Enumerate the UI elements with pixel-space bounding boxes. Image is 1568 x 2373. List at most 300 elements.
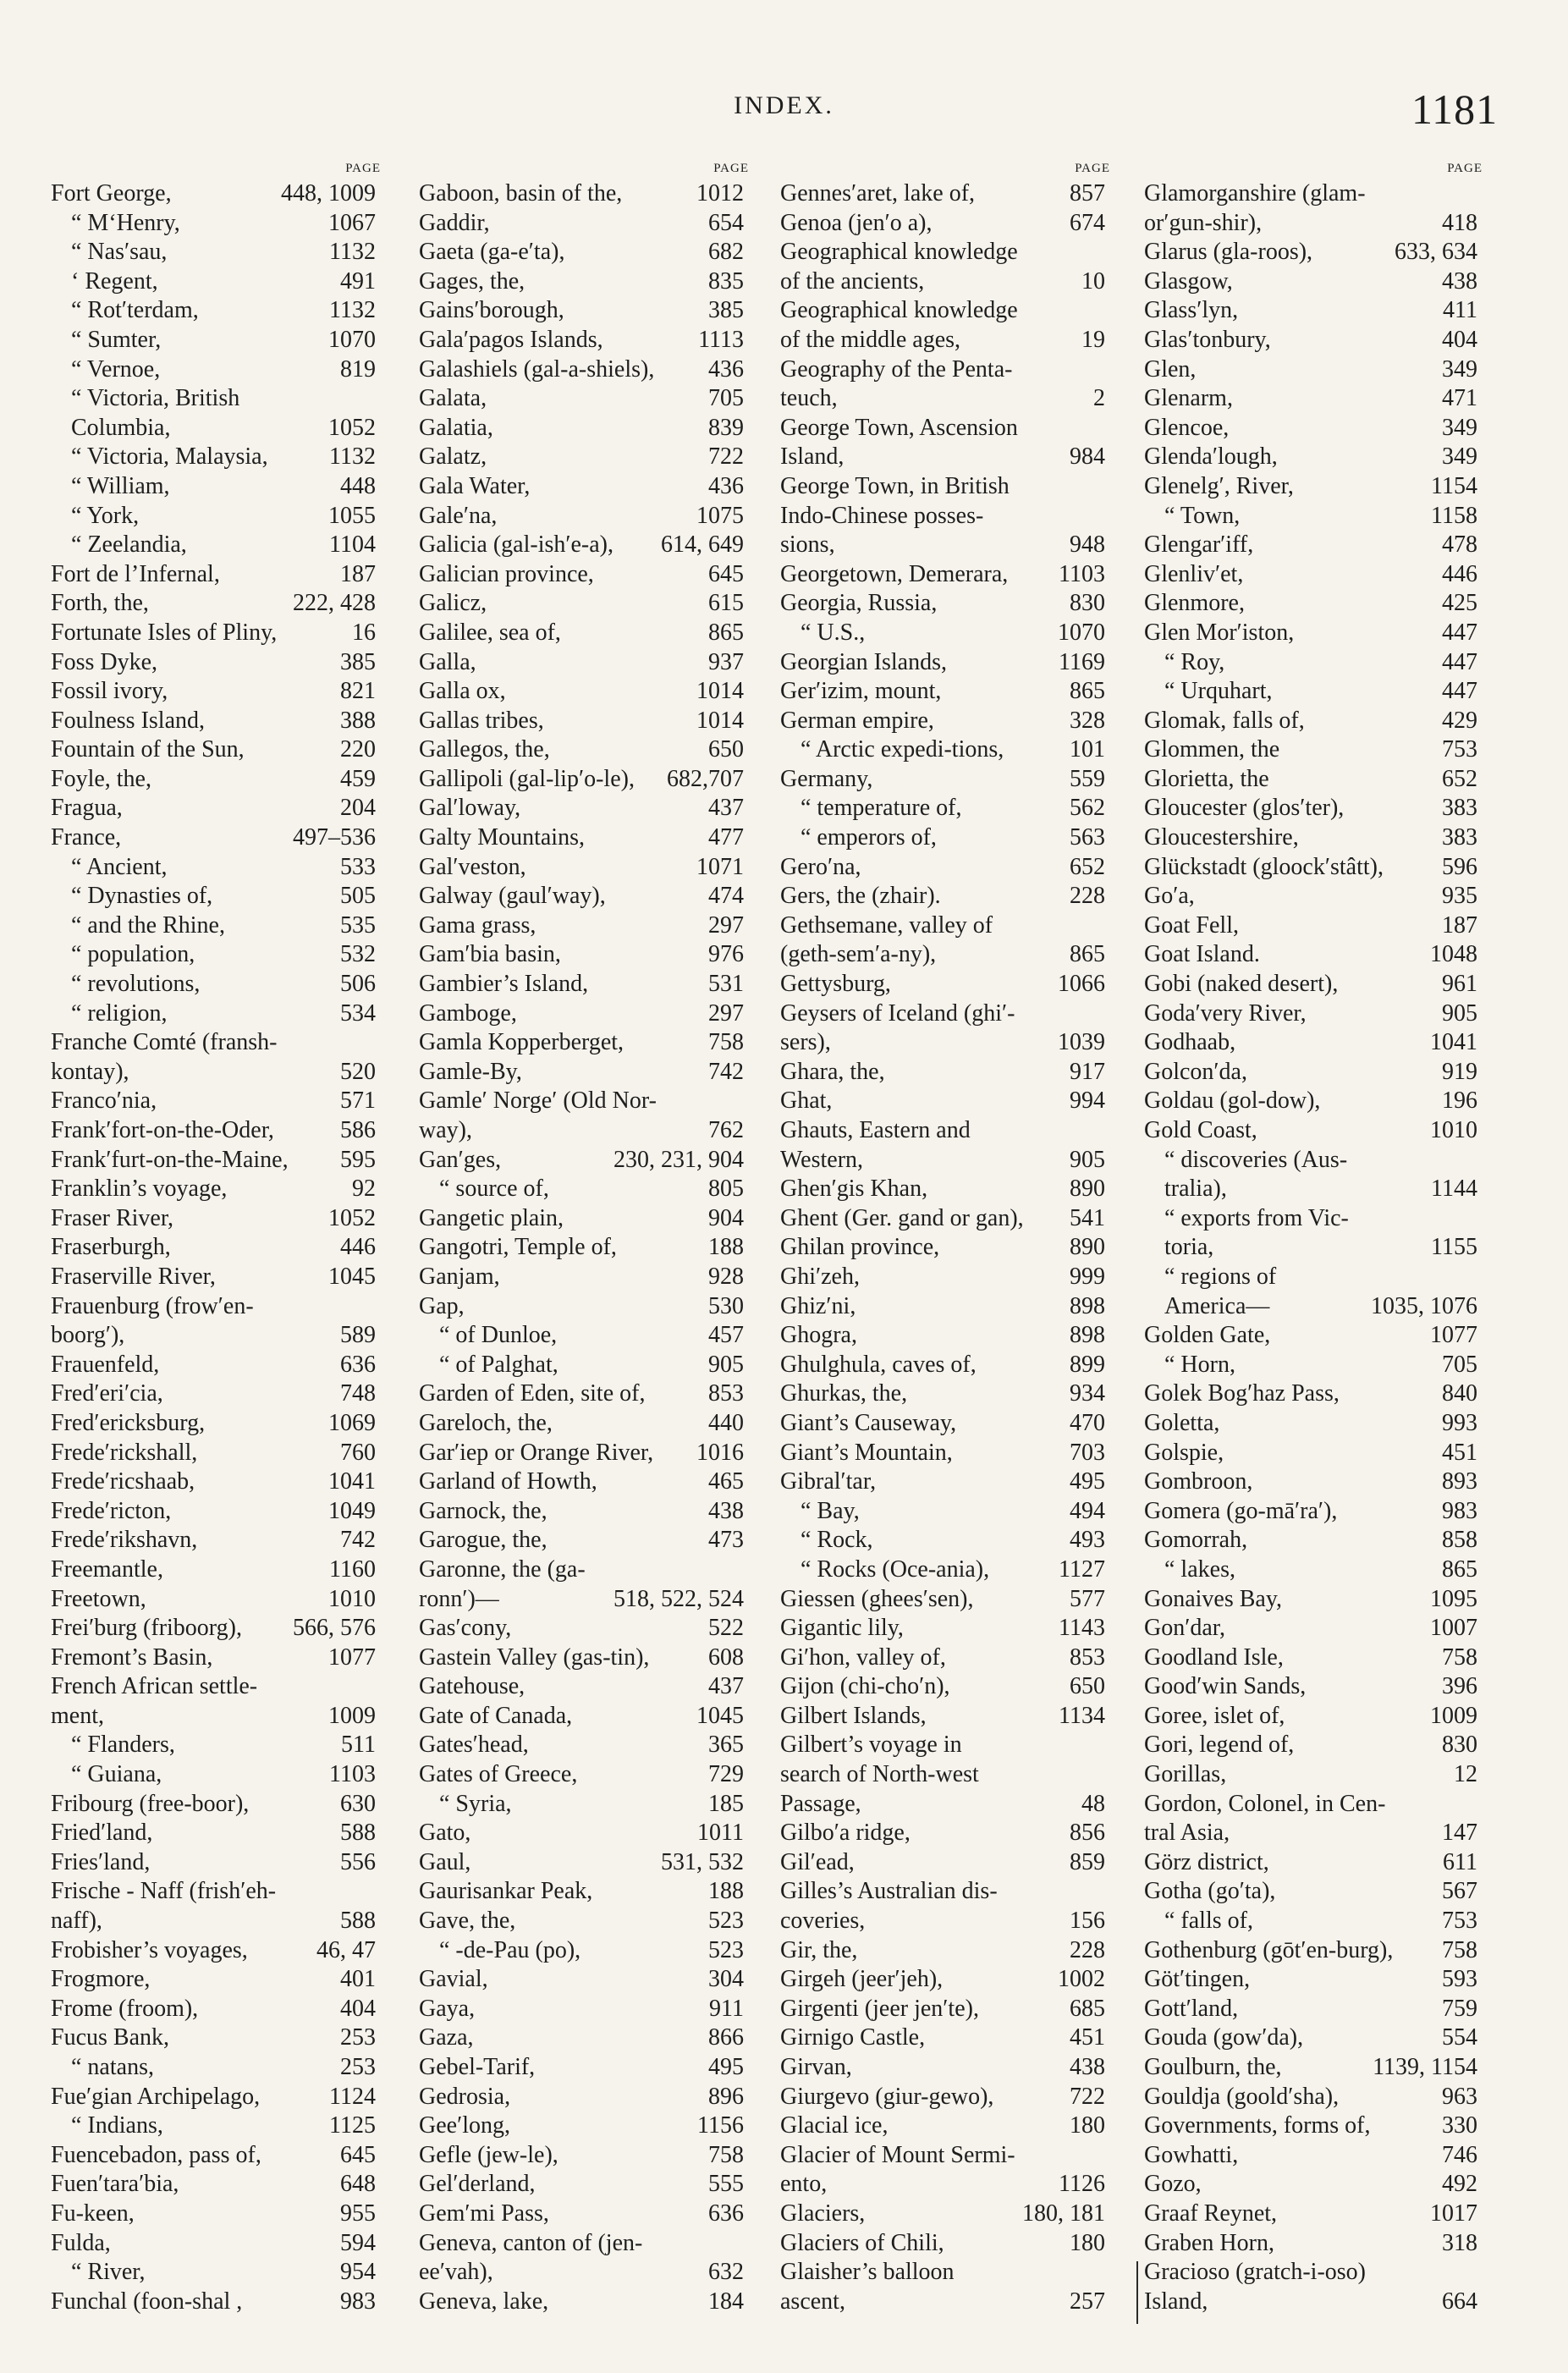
index-entry: [1144, 853, 1483, 883]
index-entry-term: Franche Comté (fransh-kontay),: [51, 1029, 278, 1085]
index-entry: [780, 1467, 1110, 1497]
index-entry: [51, 1233, 381, 1263]
index-entry: [780, 238, 1110, 296]
index-entry-pages: 46, 47: [316, 1936, 376, 1963]
index-entry: [419, 1526, 749, 1555]
index-column-3: [780, 157, 1110, 2316]
index-entry: [419, 326, 749, 355]
index-entry: [419, 1731, 749, 1760]
index-entry: [419, 472, 749, 502]
index-entry-term: Golspie,: [1144, 1439, 1224, 1466]
index-entry-term: “ Rocks (Oce-ania),: [801, 1555, 990, 1583]
index-entry-pages: 758: [708, 1029, 744, 1056]
index-entry-term: Gotha (go′ta),: [1144, 1878, 1276, 1905]
index-entry-pages: 904: [708, 1204, 744, 1231]
index-entry: [51, 677, 381, 707]
index-entry-pages: 1010: [328, 1585, 376, 1612]
index-entry: [51, 1965, 381, 1995]
index-entry: [780, 1058, 1110, 1087]
index-entry-pages: 388: [340, 707, 376, 734]
index-entry: [51, 238, 381, 267]
index-entry-pages: 682: [708, 239, 744, 266]
index-entry: [419, 1409, 749, 1439]
index-entry: [1144, 1379, 1483, 1409]
index-entry-term: Glacial ice,: [780, 2112, 889, 2139]
index-entry: [780, 1526, 1110, 1555]
index-entry: [51, 970, 381, 999]
index-entry-term: Goat Island.: [1144, 941, 1260, 968]
index-entry-pages: 401: [340, 1966, 376, 1993]
index-entry-pages: 451: [1442, 1439, 1477, 1466]
index-entry-term: Gaul,: [419, 1848, 471, 1875]
index-entry: [51, 1731, 381, 1760]
index-entry: [51, 1116, 381, 1146]
index-entry-pages: 495: [1070, 1468, 1105, 1495]
index-entry-pages: 1113: [698, 326, 744, 353]
index-entry: [780, 2200, 1110, 2229]
index-entry: [780, 853, 1110, 883]
index-entry-term: Frank′furt-on-the-Maine,: [51, 1146, 289, 1173]
index-entry: [780, 1848, 1110, 1878]
index-entry-term: Gil′ead,: [780, 1848, 855, 1875]
index-entry-pages: 865: [1070, 941, 1105, 968]
index-entry-term: Gates′head,: [419, 1732, 529, 1759]
index-entry-pages: 554: [1442, 2024, 1477, 2051]
index-entry: [780, 179, 1110, 209]
index-entry-term: Gorillas,: [1144, 1761, 1227, 1788]
index-entry: [419, 853, 749, 883]
index-entry-term: Goletta,: [1144, 1409, 1220, 1436]
index-entry: [780, 1702, 1110, 1732]
index-entry-term: Gon′dar,: [1144, 1615, 1225, 1642]
index-entry-pages: 753: [1442, 736, 1477, 763]
index-entry-term: Glass′lyn,: [1144, 297, 1239, 324]
index-entry-pages: 493: [1070, 1527, 1105, 1554]
index-entry-term: Gamboge,: [419, 999, 517, 1027]
index-entry-term: Gavial,: [419, 1966, 488, 1993]
index-entry-pages: 437: [708, 795, 744, 822]
index-entry-term: Gilbert’s voyage in search of North-west Passage,: [780, 1732, 979, 1817]
index-entry-pages: 1002: [1058, 1966, 1105, 1993]
index-entry-pages: 187: [1442, 911, 1477, 939]
index-entry: [51, 940, 381, 970]
index-entry-term: Good′win Sands,: [1144, 1673, 1307, 1700]
index-entry: [1144, 384, 1483, 414]
index-entry: [419, 940, 749, 970]
index-entry-term: Gallipoli (gal-lip′o-le),: [419, 765, 635, 792]
index-entry: [419, 1321, 749, 1351]
index-entry-pages: 905: [1070, 1146, 1105, 1173]
index-entry: [1144, 707, 1483, 736]
index-entry: [419, 2023, 749, 2053]
index-entry-term: Ghi′zeh,: [780, 1263, 860, 1290]
index-entry: [51, 735, 381, 765]
index-entry-term: Fred′ericksburg,: [51, 1409, 206, 1436]
index-entry-term: Glen Mor′iston,: [1144, 619, 1295, 646]
index-entry-pages: 911: [709, 1995, 744, 2022]
index-entry-term: Gowhatti,: [1144, 2141, 1239, 2168]
index-entry: [51, 531, 381, 560]
index-entry: [419, 355, 749, 385]
index-entry-pages: 636: [708, 2200, 744, 2227]
index-entry-pages: 611: [1443, 1848, 1477, 1875]
index-entry-pages: 758: [1442, 1936, 1477, 1963]
index-entry: [51, 1526, 381, 1555]
index-entry-pages: 983: [1442, 1497, 1477, 1524]
index-entry-pages: 890: [1070, 1175, 1105, 1203]
index-entry: [1144, 2200, 1483, 2229]
index-entry-pages: 383: [1442, 824, 1477, 851]
index-entry-term: Geographical knowledge of the middle ages,: [780, 297, 1018, 353]
index-entry: [419, 384, 749, 414]
index-entry: [51, 355, 381, 385]
index-entry: [780, 765, 1110, 795]
index-entry-term: “ exports from Vic-toria,: [1164, 1204, 1349, 1261]
index-entry-term: Franklin’s voyage,: [51, 1175, 228, 1203]
index-entry-term: Garland of Howth,: [419, 1468, 597, 1495]
index-entry: [51, 1467, 381, 1497]
index-entry-pages: 471: [1442, 385, 1477, 412]
index-entry: [51, 472, 381, 502]
index-entry-term: “ Ancient,: [71, 853, 168, 880]
index-entry: [1144, 2053, 1483, 2083]
index-entry: [780, 1995, 1110, 2024]
index-entry-pages: 448, 1009: [281, 180, 376, 206]
index-entry-pages: 830: [1070, 590, 1105, 617]
index-entry: [419, 296, 749, 326]
index-entry-pages: 228: [1070, 1936, 1105, 1963]
index-entry: [51, 2053, 381, 2083]
index-entry: [51, 1555, 381, 1585]
index-entry-pages: 830: [1442, 1732, 1477, 1759]
index-entry: [51, 2083, 381, 2112]
index-entry-pages: 451: [1070, 2024, 1105, 2051]
index-entry: [780, 999, 1110, 1058]
index-entry-pages: 228: [1070, 883, 1105, 910]
index-entry-term: “ regions of America—: [1164, 1263, 1277, 1319]
index-entry: [51, 179, 381, 209]
index-entry-pages: 531, 532: [661, 1848, 744, 1875]
index-entry: [1144, 2170, 1483, 2200]
index-entry: [1144, 1936, 1483, 1966]
index-entry-term: George Town, in British Indo-Chinese posses-sions,: [780, 472, 1010, 559]
index-entry-term: Gordon, Colonel, in Cen-tral Asia,: [1144, 1790, 1386, 1847]
index-entry: [780, 1819, 1110, 1848]
index-entry: [51, 1936, 381, 1966]
index-entry-pages: 180: [1070, 2229, 1105, 2256]
index-entry-term: Gilbo′a ridge,: [780, 1820, 911, 1847]
index-entry-term: Fu-keen,: [51, 2200, 135, 2227]
index-entry: [419, 209, 749, 239]
index-entry-pages: 1132: [329, 297, 376, 324]
index-entry-pages: 937: [708, 648, 744, 675]
index-entry-term: Gomera (go-mā′ra′),: [1144, 1497, 1338, 1524]
index-entry: [51, 2200, 381, 2229]
index-entry: [419, 1497, 749, 1527]
index-entry-pages: 905: [1442, 999, 1477, 1027]
index-entry-pages: 436: [708, 472, 744, 499]
index-entry: [51, 296, 381, 326]
index-entry-pages: 1009: [328, 1702, 376, 1729]
index-entry-term: Glen,: [1144, 355, 1197, 383]
index-entry: [1144, 1028, 1483, 1058]
index-entry-term: “ Town,: [1164, 502, 1241, 529]
index-entry: [51, 1614, 381, 1643]
index-entry-term: Gombroon,: [1144, 1468, 1253, 1495]
index-entry: [51, 707, 381, 736]
index-entry-pages: 10: [1081, 267, 1105, 295]
index-entry: [419, 414, 749, 443]
index-entry-term: Gedrosia,: [419, 2083, 511, 2110]
index-entry-term: Fried′land,: [51, 1820, 153, 1847]
index-entry-pages: 898: [1070, 1292, 1105, 1319]
index-entry-term: French African settle-ment,: [51, 1673, 258, 1729]
index-entry-term: Gi′hon, valley of,: [780, 1643, 946, 1671]
index-entry-pages: 758: [708, 2141, 744, 2168]
index-entry-term: Fuencebadon, pass of,: [51, 2141, 261, 2168]
index-entry: [419, 502, 749, 531]
index-entry-term: Gato,: [419, 1820, 471, 1847]
index-entry-term: Ghen′gis Khan,: [780, 1175, 928, 1203]
index-entry: [780, 707, 1110, 736]
index-entry-pages: 478: [1442, 531, 1477, 559]
index-entry: [1144, 1907, 1483, 1936]
index-entry-pages: 588: [340, 1908, 376, 1935]
index-entry: [419, 1877, 749, 1907]
index-entry-term: Garonne, the (ga-ronn′)—: [419, 1555, 586, 1612]
index-entry-term: Graben Horn,: [1144, 2229, 1274, 2256]
index-entry-pages: 1155: [1431, 1234, 1477, 1261]
index-entry-pages: 1156: [697, 2112, 744, 2139]
index-entry: [51, 1819, 381, 1848]
column-divider: [1136, 2261, 1138, 2324]
index-entry: [780, 1877, 1110, 1935]
index-entry-term: Germany,: [780, 765, 873, 792]
index-entry-pages: 365: [708, 1732, 744, 1759]
index-entry-term: Gar′iep or Orange River,: [419, 1439, 654, 1466]
index-entry-term: Gaboon, basin of the,: [419, 180, 623, 206]
index-entry-pages: 961: [1442, 971, 1477, 998]
index-entry-pages: 577: [1070, 1585, 1105, 1612]
index-entry: [780, 1643, 1110, 1673]
index-entry-pages: 1055: [328, 502, 376, 529]
index-entry: [419, 2053, 749, 2083]
index-entry-term: Gale′na,: [419, 502, 498, 529]
index-entry: [1144, 648, 1483, 678]
index-entry-pages: 1011: [697, 1820, 744, 1847]
index-entry-term: Gala Water,: [419, 472, 531, 499]
index-entry-term: Gatehouse,: [419, 1673, 525, 1700]
index-entry-term: Garogue, the,: [419, 1527, 547, 1554]
index-entry: [780, 209, 1110, 239]
index-entry-term: Galician province,: [419, 560, 594, 587]
index-entry-pages: 654: [708, 209, 744, 236]
index-entry: [419, 1760, 749, 1790]
index-entry-term: Ger′izim, mount,: [780, 678, 942, 705]
index-entry-pages: 853: [708, 1380, 744, 1407]
index-entry-pages: 1071: [696, 853, 744, 880]
index-entry-term: Glückstadt (gloock′stâtt),: [1144, 853, 1384, 880]
index-entry-term: Gefle (jew-le),: [419, 2141, 558, 2168]
index-entry-pages: 429: [1442, 707, 1477, 734]
index-entry: [51, 1175, 381, 1204]
index-entry-pages: 222, 428: [293, 590, 376, 617]
index-entry-pages: 614, 649: [661, 531, 744, 559]
index-entry-pages: 1124: [329, 2083, 376, 2110]
index-entry: [1144, 1497, 1483, 1527]
index-entry-pages: 196: [1442, 1087, 1477, 1115]
index-entry-pages: 1075: [696, 502, 744, 529]
index-entry-pages: 447: [1442, 619, 1477, 646]
index-entry-term: Geneva, canton of (jen-ee′vah),: [419, 2229, 643, 2286]
index-entry: [1144, 238, 1483, 267]
index-entry: [51, 1790, 381, 1820]
index-entry-pages: 349: [1442, 355, 1477, 383]
index-entry-pages: 1144: [1431, 1175, 1477, 1203]
index-entry-term: Geographical knowledge of the ancients,: [780, 239, 1018, 295]
index-entry-pages: 184: [708, 2288, 744, 2315]
index-entry-term: Glomak, falls of,: [1144, 707, 1305, 734]
index-entry-pages: 758: [1442, 1643, 1477, 1671]
index-entry: [1144, 1877, 1483, 1907]
index-entry-pages: 865: [708, 619, 744, 646]
index-entry: [419, 970, 749, 999]
index-entry-pages: 1158: [1431, 502, 1477, 529]
index-entry: [1144, 940, 1483, 970]
index-entry: [419, 999, 749, 1029]
index-entry-term: “ religion,: [71, 999, 168, 1027]
index-entry-term: Gama grass,: [419, 911, 536, 939]
index-entry-term: Frede′rickshall,: [51, 1439, 198, 1466]
index-entry-term: Glas′tonbury,: [1144, 326, 1271, 353]
index-entry-pages: 459: [340, 765, 376, 792]
index-entry-pages: 650: [1070, 1673, 1105, 1700]
index-entry-pages: 562: [1070, 795, 1105, 822]
index-entry: [1144, 502, 1483, 531]
index-entry-pages: 328: [1070, 707, 1105, 734]
index-entry-term: Gibral′tar,: [780, 1468, 877, 1495]
index-entry-term: Ghat,: [780, 1087, 833, 1115]
index-entry-pages: 821: [340, 678, 376, 705]
index-entry: [1144, 1058, 1483, 1087]
index-entry-pages: 1009: [1430, 1702, 1477, 1729]
index-entry-term: German empire,: [780, 707, 934, 734]
index-entry-pages: 1052: [328, 414, 376, 441]
index-entry-term: Geysers of Iceland (ghi′-sers),: [780, 999, 1015, 1056]
index-entry-pages: 438: [1442, 267, 1477, 295]
index-entry-pages: 630: [340, 1790, 376, 1817]
index-entry-term: “ Indians,: [71, 2112, 163, 2139]
index-entry-term: Gloucestershire,: [1144, 824, 1299, 851]
index-entry-pages: 257: [1070, 2288, 1105, 2315]
index-entry-term: Galway (gaul′way),: [419, 883, 606, 910]
index-entry-term: Gebel-Tarif,: [419, 2054, 536, 2080]
index-entry-pages: 596: [1442, 853, 1477, 880]
index-entry-term: Frei′burg (friboorg),: [51, 1615, 242, 1642]
index-entry-term: Gijon (chi-cho′n),: [780, 1673, 950, 1700]
index-entry-term: Gates of Greece,: [419, 1761, 578, 1788]
index-entry-pages: 1134: [1059, 1702, 1105, 1729]
index-entry-term: Geneva, lake,: [419, 2288, 549, 2315]
index-entry: [780, 823, 1110, 853]
index-entry-pages: 1066: [1058, 971, 1105, 998]
index-entry-term: Gaza,: [419, 2024, 474, 2051]
index-entry: [51, 2111, 381, 2141]
index-entry-pages: 1069: [328, 1409, 376, 1436]
index-entry: [780, 1116, 1110, 1175]
index-entry-pages: 440: [708, 1409, 744, 1436]
index-entry: [1144, 472, 1483, 502]
index-entry: [780, 1351, 1110, 1380]
index-entry: [51, 1760, 381, 1790]
index-entry-pages: 180, 181: [1022, 2200, 1105, 2227]
index-entry-pages: 759: [1442, 1995, 1477, 2022]
index-entry-pages: 520: [340, 1058, 376, 1085]
index-entry: [1144, 765, 1483, 795]
index-entry-pages: 436: [708, 355, 744, 383]
index-entry-term: “ Nas′sau,: [71, 239, 168, 266]
index-entry: [419, 1292, 749, 1322]
index-entry-term: Glaisher’s balloon ascent,: [780, 2259, 955, 2315]
page-column-heading: PAGE: [345, 162, 381, 175]
index-entry-term: “ River,: [71, 2259, 146, 2286]
index-entry: [1144, 2111, 1483, 2141]
index-entry-pages: 594: [340, 2229, 376, 2256]
index-entry: [780, 296, 1110, 355]
index-entry-term: “ Zeelandia,: [71, 531, 187, 559]
page-column-heading: PAGE: [1075, 162, 1110, 175]
index-entry-term: Forth, the,: [51, 590, 149, 617]
index-entry-pages: 819: [340, 355, 376, 383]
index-entry: [51, 1204, 381, 1234]
index-entry-pages: 297: [708, 999, 744, 1027]
index-entry-term: Gilbert Islands,: [780, 1702, 927, 1729]
index-entry: [780, 794, 1110, 823]
index-entry: [1144, 296, 1483, 326]
index-entry: [1144, 1585, 1483, 1615]
index-entry-pages: 1035, 1076: [1371, 1292, 1477, 1319]
index-entry: [51, 1439, 381, 1468]
index-entry: [419, 2229, 749, 2288]
index-entry-term: Girvan,: [780, 2054, 852, 2080]
index-entry-term: Gamle′ Norge′ (Old Nor-way),: [419, 1087, 657, 1143]
index-entry: [780, 1292, 1110, 1322]
index-entry-pages: 1095: [1430, 1585, 1477, 1612]
index-entry: [1144, 531, 1483, 560]
index-entry-term: “ temperature of,: [801, 795, 962, 822]
index-entry: [419, 1702, 749, 1732]
index-entry-term: Ghogra,: [780, 1322, 857, 1349]
index-entry: [780, 2023, 1110, 2053]
index-entry-pages: 905: [708, 1351, 744, 1378]
index-entry: [780, 1936, 1110, 1966]
index-entry-term: Gouldja (goold′sha),: [1144, 2083, 1340, 2110]
index-entry-term: Gastein Valley (gas-tin),: [419, 1643, 650, 1671]
index-entry-pages: 1014: [696, 678, 744, 705]
index-entry-pages: 645: [340, 2141, 376, 2168]
index-entry: [419, 619, 749, 648]
index-entry-pages: 19: [1081, 326, 1105, 353]
index-entry: [419, 2141, 749, 2171]
index-entry-term: Fremont’s Basin,: [51, 1643, 213, 1671]
index-entry-term: ‘ Regent,: [71, 267, 158, 295]
index-entry: [780, 648, 1110, 678]
index-entry: [419, 531, 749, 560]
index-entry-pages: 180: [1070, 2112, 1105, 2139]
index-entry: [1144, 1351, 1483, 1380]
index-entry: [780, 1497, 1110, 1527]
index-entry-term: Gangetic plain,: [419, 1204, 564, 1231]
